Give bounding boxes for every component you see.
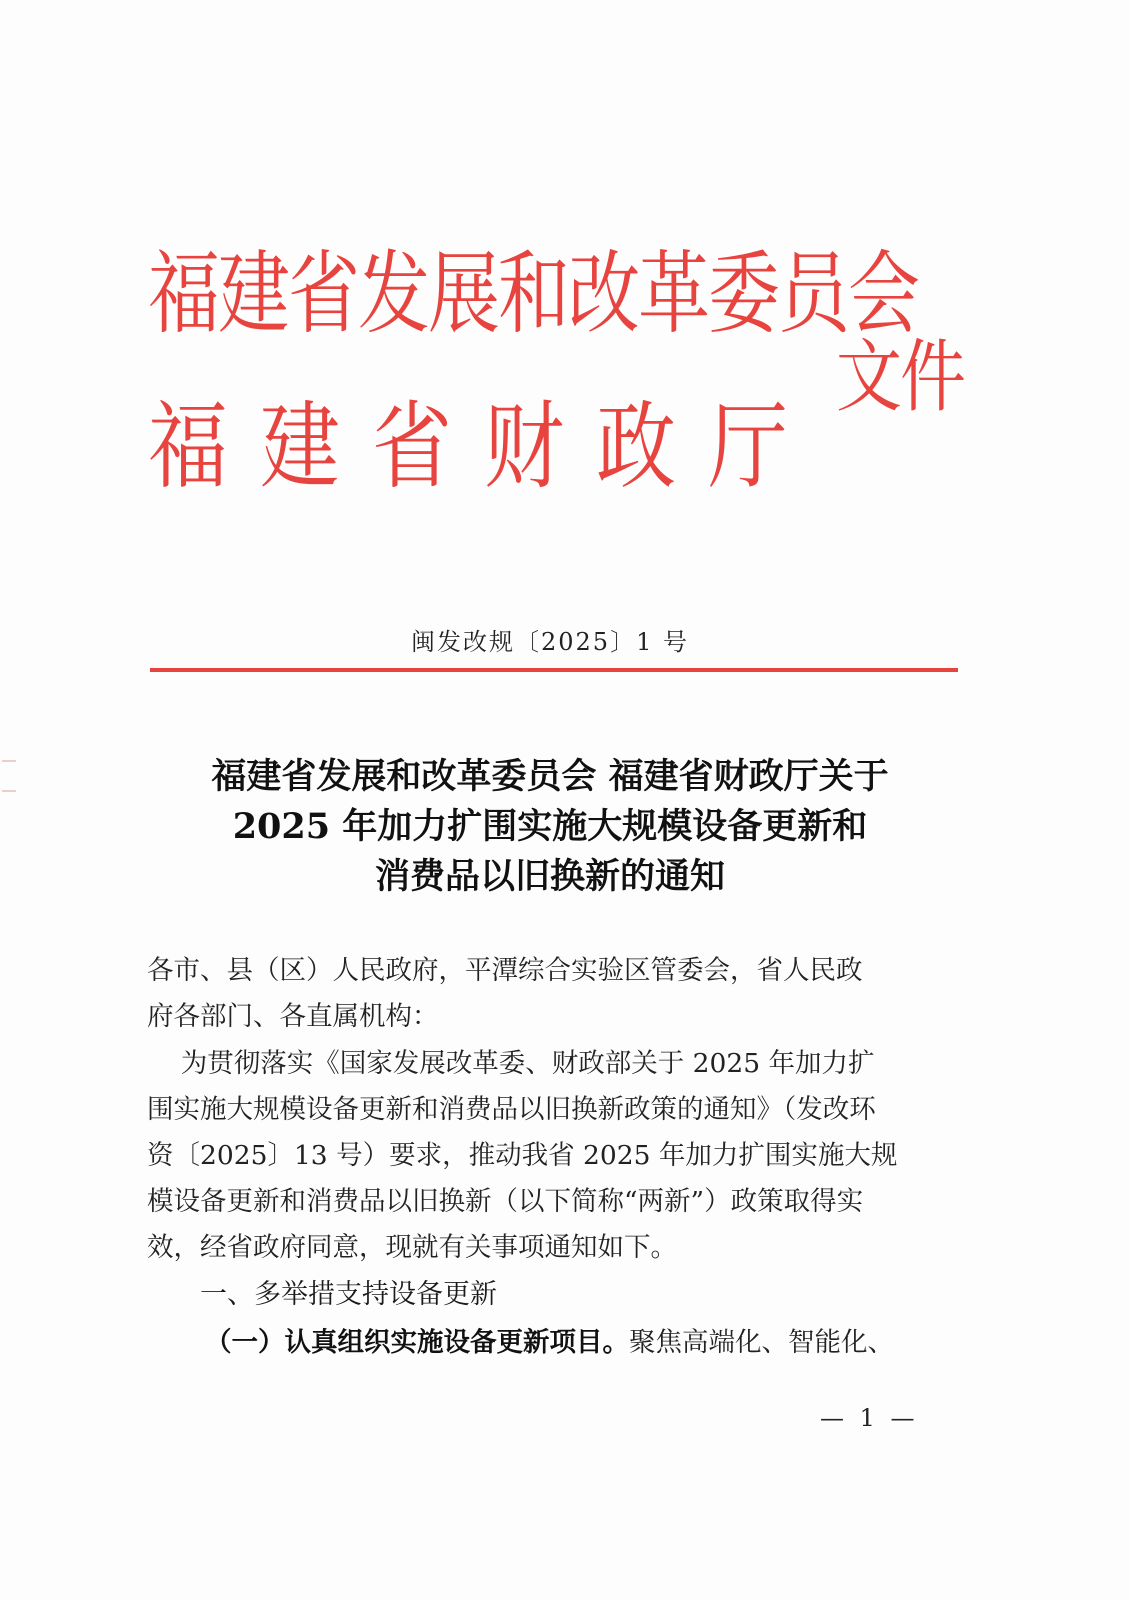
red-divider	[150, 668, 958, 672]
intro-paragraph	[147, 1041, 947, 1271]
addressee	[147, 948, 947, 1040]
title-line-2: 2025 年加力扩围实施大规模设备更新和	[232, 806, 868, 847]
title-line-3: 消费品以旧换新的通知	[374, 856, 725, 897]
sub-item-label: （一）认真组织实施设备更新项目。	[205, 1327, 629, 1358]
addressee-line-1: 各市、县（区）人民政府，平潭综合实验区管委会，省人民政	[147, 955, 863, 986]
title-line-1: 福建省发展和改革委员会 福建省财政厅关于	[211, 756, 889, 797]
section-heading-1: 一、多举措支持设备更新	[200, 1279, 497, 1310]
document-number: 闽发改规〔2025〕1 号	[411, 628, 689, 656]
letterhead-line-2: 福建省财政厅	[148, 391, 820, 502]
page-number: — 1 —	[820, 1404, 919, 1432]
paragraph-line-5: 效，经省政府同意，现就有关事项通知如下。	[147, 1232, 677, 1263]
letterhead-line-1: 福建省发展和改革委员会	[148, 240, 919, 346]
sub-item-text: 聚焦高端化、智能化、	[629, 1327, 894, 1358]
paragraph-line-4: 模设备更新和消费品以旧换新（以下简称“两新”）政策取得实	[147, 1186, 864, 1217]
document-title	[100, 752, 1000, 902]
paragraph-line-3: 资〔2025〕13 号）要求，推动我省 2025 年加力扩围实施大规	[147, 1140, 898, 1171]
addressee-line-2: 府各部门、各直属机构：	[147, 1001, 439, 1032]
scan-mark	[2, 790, 16, 792]
paragraph-line-1: 为贯彻落实《国家发展改革委、财政部关于 2025 年加力扩	[147, 1048, 875, 1079]
scan-mark	[2, 760, 16, 762]
sub-item-1	[205, 1320, 894, 1359]
paragraph-line-2: 围实施大规模设备更新和消费品以旧换新政策的通知》（发改环	[147, 1094, 876, 1125]
letterhead-suffix: 文件	[836, 330, 964, 424]
